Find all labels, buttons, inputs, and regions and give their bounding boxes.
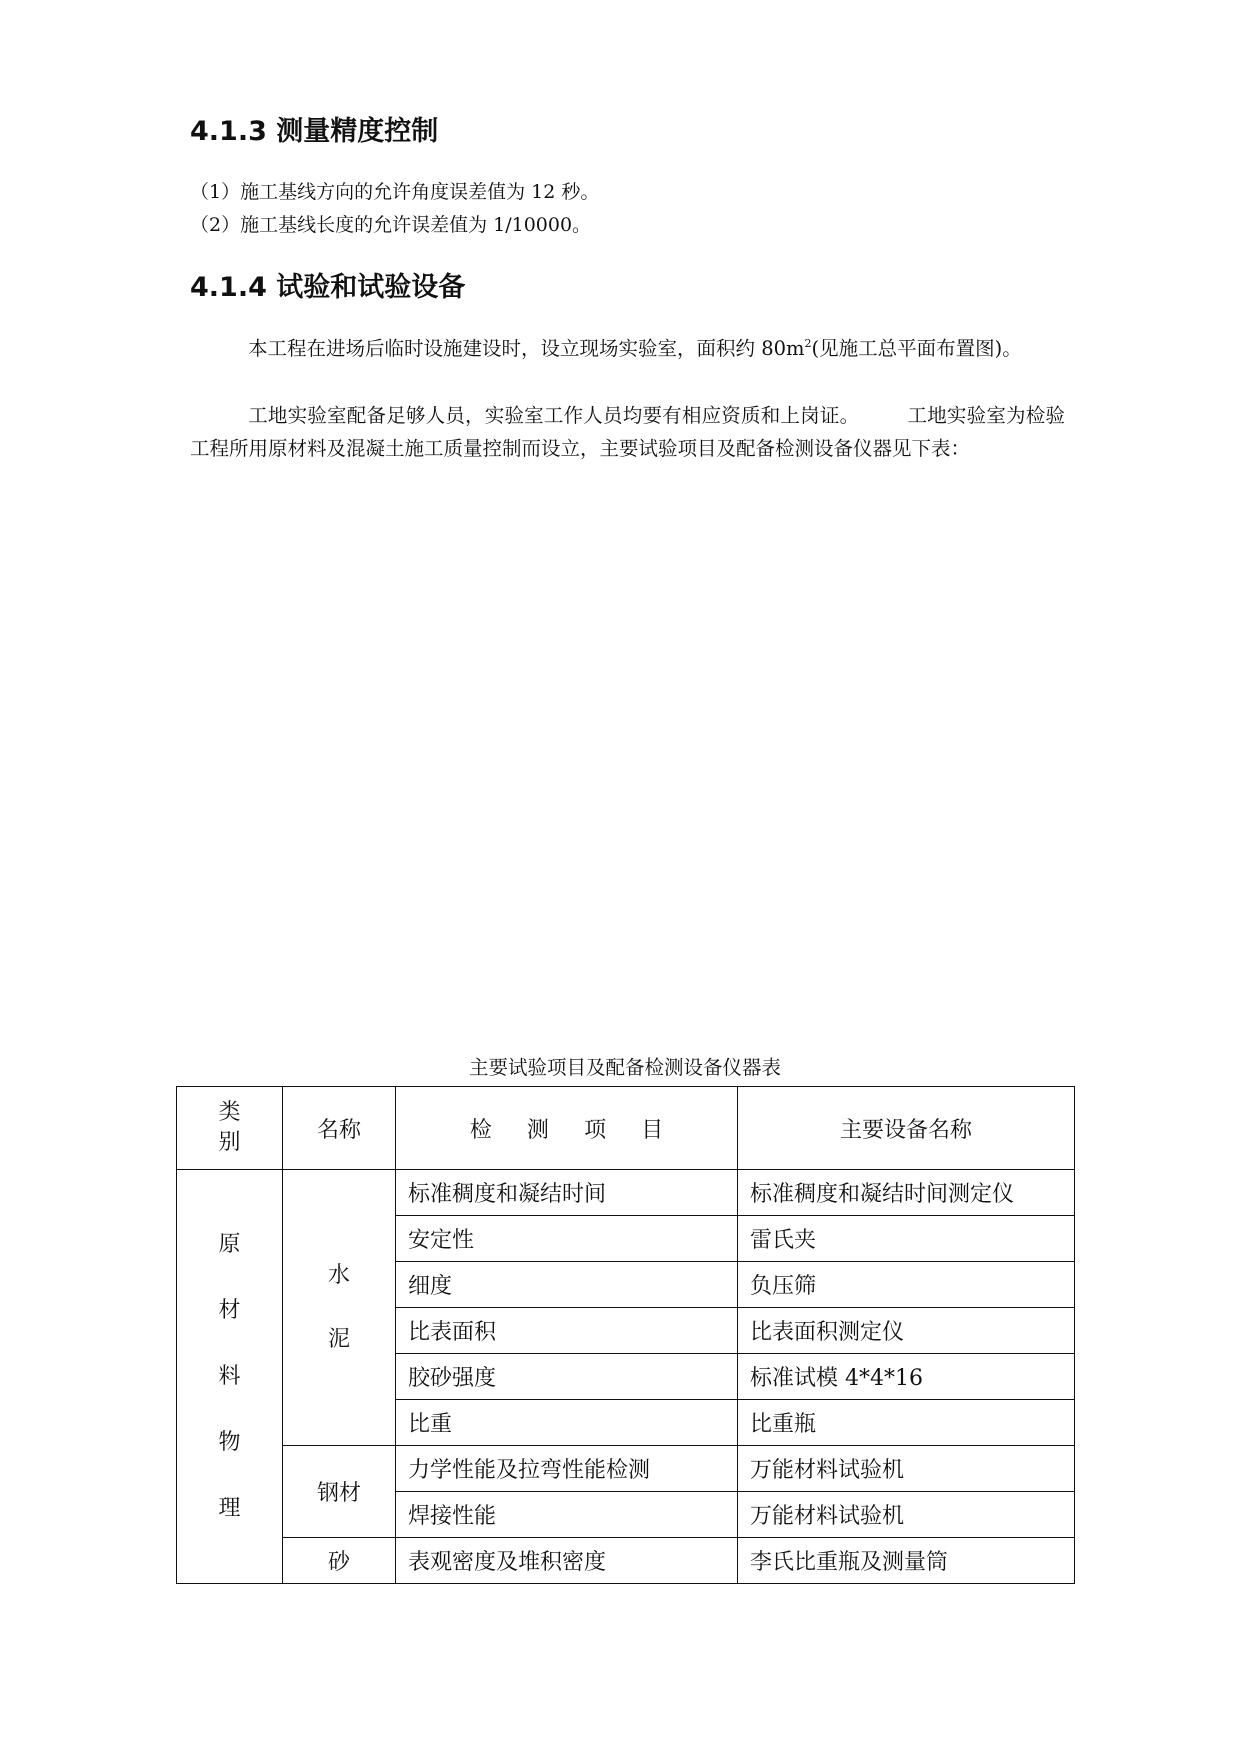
section-heading-4-1-3: 4.1.3 测量精度控制	[190, 116, 439, 147]
test-item: 标准稠度和凝结时间	[396, 1170, 738, 1216]
paragraph-lab-setup-text: 本工程在进场后临时设施建设时，设立现场实验室，面积约 80m	[248, 337, 805, 360]
equipment-name: 标准试模 4*4*16	[738, 1354, 1075, 1400]
equipment-name: 比重瓶	[738, 1400, 1075, 1446]
paragraph-lab-staff-text: 工地实验室配备足够人员，实验室工作人员均要有相应资质和上岗证。	[248, 404, 860, 427]
equipment-name: 负压筛	[738, 1262, 1075, 1308]
test-item: 力学性能及拉弯性能检测	[396, 1446, 738, 1492]
equipment-name: 比表面积测定仪	[738, 1308, 1075, 1354]
paragraph-lab-staff	[190, 399, 1065, 466]
table-row	[177, 1170, 1075, 1216]
test-item: 细度	[396, 1262, 738, 1308]
group-steel: 钢材	[283, 1446, 396, 1538]
section-heading-4-1-4: 4.1.4 试验和试验设备	[190, 272, 466, 303]
category-raw-material-physical: 原 材 料 物 理	[177, 1170, 283, 1584]
equipment-name: 李氏比重瓶及测量筒	[738, 1538, 1075, 1584]
table-caption: 主要试验项目及配备检测设备仪器表	[468, 1056, 781, 1079]
equipment-name: 标准稠度和凝结时间测定仪	[738, 1170, 1075, 1216]
equipment-name: 雷氏夹	[738, 1216, 1075, 1262]
test-item: 安定性	[396, 1216, 738, 1262]
table-header-row	[177, 1087, 1075, 1170]
test-equipment-table	[176, 1086, 1075, 1584]
header-equipment: 主要设备名称	[738, 1087, 1075, 1170]
area-unit-superscript: 2	[804, 337, 812, 350]
header-name: 名称	[283, 1087, 396, 1170]
test-item: 比重	[396, 1400, 738, 1446]
group-sand: 砂	[283, 1538, 396, 1584]
list-item-length-tolerance: （2）施工基线长度的允许误差值为 1/10000。	[190, 214, 592, 236]
list-item-angle-tolerance: （1）施工基线方向的允许角度误差值为 12 秒。	[190, 181, 600, 203]
test-item: 比表面积	[396, 1308, 738, 1354]
test-item: 表观密度及堆积密度	[396, 1538, 738, 1584]
header-test-items: 检测项目	[396, 1087, 738, 1170]
paragraph-lab-setup	[190, 332, 1065, 365]
header-category: 类 别	[177, 1087, 283, 1170]
table-row	[177, 1538, 1075, 1584]
equipment-name: 万能材料试验机	[738, 1492, 1075, 1538]
paragraph-lab-purpose-text: 工地实验室为检验工程所用原材料及混凝土施工质量控制而设立，主要试验项目及配备检测设备仪器见下表：	[190, 404, 1065, 461]
table-row	[177, 1446, 1075, 1492]
equipment-name: 万能材料试验机	[738, 1446, 1075, 1492]
group-cement: 水 泥	[283, 1170, 396, 1446]
test-item: 胶砂强度	[396, 1354, 738, 1400]
paragraph-lab-setup-tail: (见施工总平面布置图)。	[811, 337, 1022, 360]
test-item: 焊接性能	[396, 1492, 738, 1538]
